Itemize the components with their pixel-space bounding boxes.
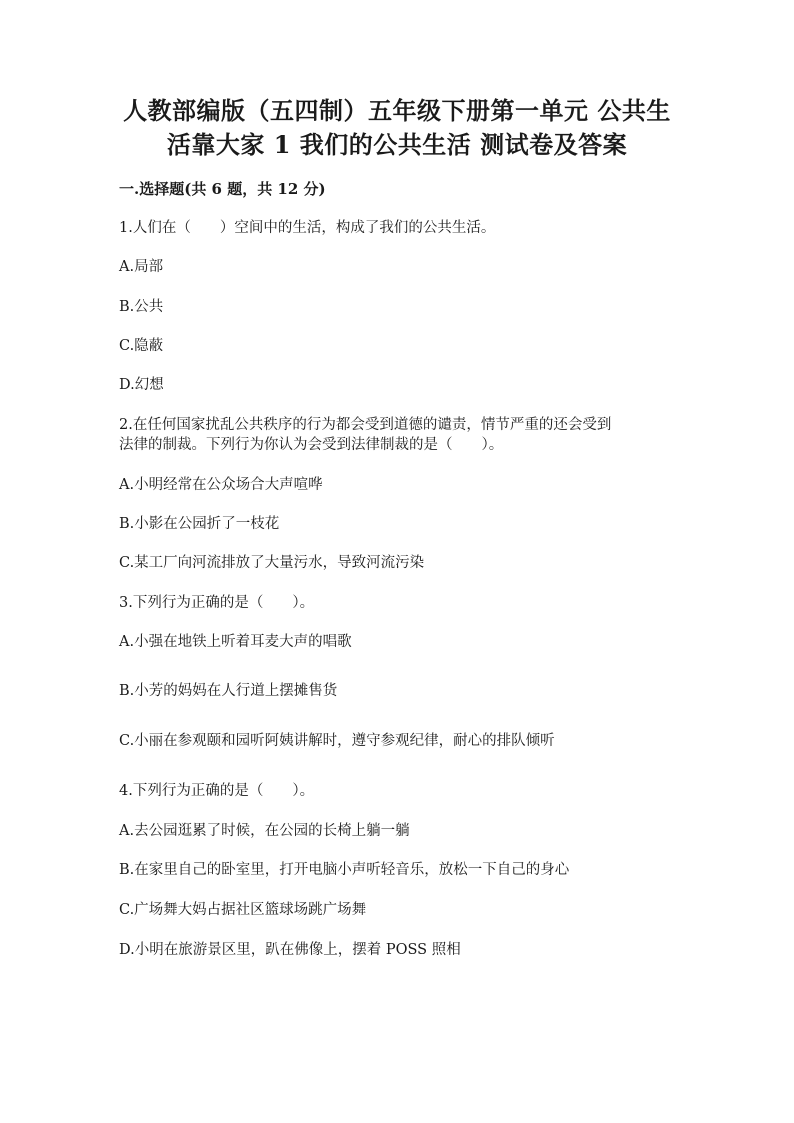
question-1-stem: 1.人们在（ ）空间中的生活，构成了我们的公共生活。	[119, 220, 496, 236]
question-2-option-c: C.某工厂向河流排放了大量污水，导致河流污染	[119, 555, 425, 571]
question-4-option-a: A.去公园逛累了时候，在公园的长椅上躺一躺	[119, 823, 410, 839]
question-4-stem: 4.下列行为正确的是（ ）。	[119, 783, 315, 799]
question-2-stem-line-2: 法律的制裁。下列行为你认为会受到法律制裁的是（ ）。	[119, 437, 504, 453]
question-4-option-b: B.在家里自己的卧室里，打开电脑小声听轻音乐，放松一下自己的身心	[119, 862, 570, 878]
question-3-option-b: B.小芳的妈妈在人行道上摆摊售货	[119, 683, 338, 699]
question-4-option-c: C.广场舞大妈占据社区篮球场跳广场舞	[119, 902, 367, 918]
question-2-stem-line-1: 2.在任何国家扰乱公共秩序的行为都会受到道德的谴责，情节严重的还会受到	[119, 417, 612, 433]
question-1-option-a: A.局部	[119, 259, 164, 275]
question-3-stem: 3.下列行为正确的是（ ）。	[119, 595, 315, 611]
question-1-option-d: D.幻想	[119, 377, 164, 393]
question-3-option-a: A.小强在地铁上听着耳麦大声的唱歌	[119, 634, 352, 650]
page-title	[60, 94, 734, 162]
question-1-option-c: C.隐蔽	[119, 338, 164, 354]
question-3-option-c: C.小丽在参观颐和园听阿姨讲解时，遵守参观纪律，耐心的排队倾听	[119, 733, 555, 749]
question-1-option-b: B.公共	[119, 299, 164, 315]
question-2-option-a: A.小明经常在公众场合大声喧哗	[119, 477, 323, 493]
question-4-option-d: D.小明在旅游景区里，趴在佛像上，摆着 POSS 照相	[119, 942, 461, 958]
question-2-option-b: B.小影在公园折了一枝花	[119, 516, 280, 532]
title-line-2: 活靠大家 1 我们的公共生活 测试卷及答案	[166, 130, 628, 159]
section-heading: 一.选择题(共 6 题，共 12 分)	[119, 180, 326, 198]
title-line-1: 人教部编版（五四制）五年级下册第一单元 公共生	[123, 96, 671, 125]
